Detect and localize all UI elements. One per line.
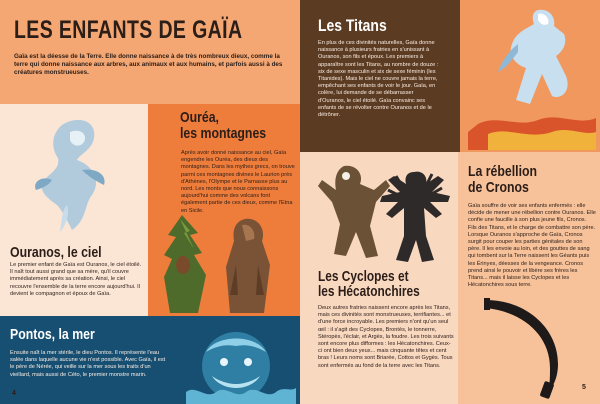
page-title: LES ENFANTS DE GAÏA	[14, 16, 243, 44]
cyclopes-heading	[318, 270, 420, 300]
ourea-text: Après avoir donné naissance au ciel, Gaïa engendre les Ouréa, des dieux des montagnes. Dans les mythes grecs, on trouve parmi ces montagnes divines le Laurion près d'Athènes, l'Olympe et le Parnasse plus au nord. Les monts que nous connaissons aujourd'hui comme des volcans font également partie de ces dieux, comme l'Etna en Sicile.	[181, 150, 295, 214]
cyclopes-heading-line2: les Hécatonchires	[318, 284, 420, 300]
intro-text: Gaïa est la déesse de la Terre. Elle donne naissance à de très nombreux dieux, comme la terre qui donne naissance aux arbres, aux animaux et aux humains, et parfois aussi à des créatures monstrueuses.	[14, 53, 283, 76]
cyclopes-heading-line1: Les Cyclopes et	[318, 269, 409, 285]
ouranos-illustration	[22, 110, 122, 240]
pontos-illustration	[176, 322, 296, 404]
pontos-heading: Pontos, la mer	[10, 326, 95, 343]
ourea-heading	[180, 110, 266, 142]
mountain-gods-illustration	[150, 205, 290, 313]
cronos-heading	[468, 164, 537, 196]
cyclopes-text: Deux autres fratries naissent encore après les Titans, mais ces divinités sont monstrueuses, terrifiantes... et d'une force incroyable. Les premiers n'ont qu'un seul œil : il s'agit des Cyclopes, Brontès, le tonnerre, Stéropès, l'éclair, et Argès, la foudre. Les trois suivants sont encore plus difformes : les Hécatonchires. Ceux-ci ont bien deux yeux... mais cinquante têtes et cent bras ! Leurs noms sont Briarée, Cottos et Gygès. Tous sont enfermés au fond de la terre avec les Titans.	[318, 305, 454, 369]
pontos-text: Ensuite naît la mer stérile, le dieu Pontos. Il représente l'eau salée dans laquelle aucune vie n'est possible. Avec Gaïa, il est le père de Nérée, qui veille sur la mer sous les traits d'un vieillard, mais aussi de Céto, le premier monstre marin.	[10, 350, 166, 378]
page-number-right: 5	[582, 384, 586, 391]
titans-text: En plus de ces divinités naturelles, Gaïa donne naissance à plusieurs fratries en s'unissant à Ouranos, son fils et époux. Les premiers à apparaître sont les Titans, au nombre de douze : six de sexe masculin et six de sexe féminin (les Titanides). Mais le ciel ne couvre jamais la terre, empêchant ses enfants de voir le jour. Gaïa, en colère, lui demande de se débarrasser d'Ouranos, le ciel étoilé. Gaïa convainc ses enfants de se révolter contre Ouranos et de le détrôner.	[318, 40, 439, 119]
titans-heading: Les Titans	[318, 16, 387, 35]
ourea-heading-line2: les montagnes	[180, 125, 267, 142]
ourea-heading-line1: Ouréa,	[180, 109, 219, 126]
ouranos-text: Le premier enfant de Gaïa est Ouranos, le ciel étoilé. Il naît tout aussi grand que sa mère, qu'il couvre immédiatement après sa création. Ainsi, le ciel recouvre l'ensemble de la terre encore aujourd'hui. Il devient le compagnon et époux de Gaïa.	[10, 262, 142, 297]
cyclopes-hecatonchires-illustration	[304, 156, 458, 266]
cronos-text: Gaïa souffre de voir ses enfants enfermés : elle décide de mener une rébellion contre Ouranos. Elle confie une faucille à son plus jeune fils, Cronos. Fils des Titans, et le charge de combattre son père. Lorsque Ouranos s'approche de Gaïa, Cronos surgit pour couper les parties génitales de son père. Il les envoie au loin, et des gouttes de sang qui tombent sur la Terre naissent les Géants puis les Érinyes, déesses de la vengeance. Cronos prend ainsi le pouvoir et libère ses frères les Titans... mais il laisse les Cyclopes et les Hécatonchires sous terre.	[468, 203, 596, 289]
ouranos-heading: Ouranos, le ciel	[10, 244, 102, 261]
cronos-heading-line2: de Cronos	[468, 179, 529, 196]
titan-figure-illustration	[468, 4, 596, 150]
page-number-left: 4	[12, 390, 16, 397]
sickle-icon	[466, 280, 596, 400]
cronos-heading-line1: La rébellion	[468, 163, 538, 180]
